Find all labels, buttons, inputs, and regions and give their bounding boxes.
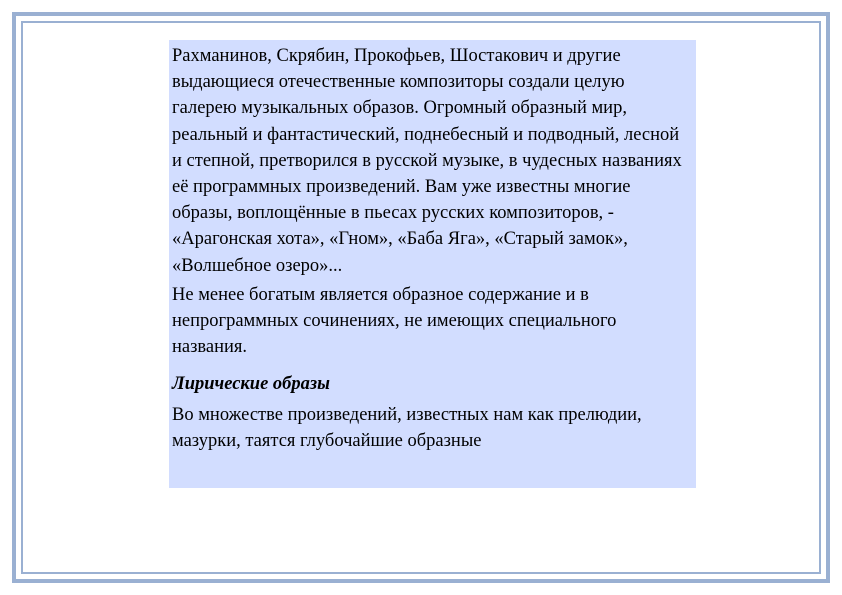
paragraph-1: Рахманинов, Скрябин, Прокофьев, Шостакович и другие выдающиеся отечественные композиторы создали целую галерею музыкальных образов. Огромный образный мир, реальный и фантастический, поднебесный и подводный, лесной и степной, претворился в русской музыке, в чудесных названиях её программных произведений. Вам уже известны многие образы, воплощённые в пьесах русских композиторов, - «Арагонская хота», «Гном», «Баба Яга», «Старый замок», «Волшебное озеро»... xyxy=(172,46,682,276)
paragraph-3: Во множестве произведений, известных нам как прелюдии, мазурки, таятся глубочайшие образные xyxy=(172,404,642,451)
text-box xyxy=(169,40,696,488)
paragraph-2: Не менее богатым является образное содержание и в непрограммных сочинениях, не имеющих специального названия. xyxy=(172,284,617,358)
section-heading: Лирические образы xyxy=(172,374,330,395)
